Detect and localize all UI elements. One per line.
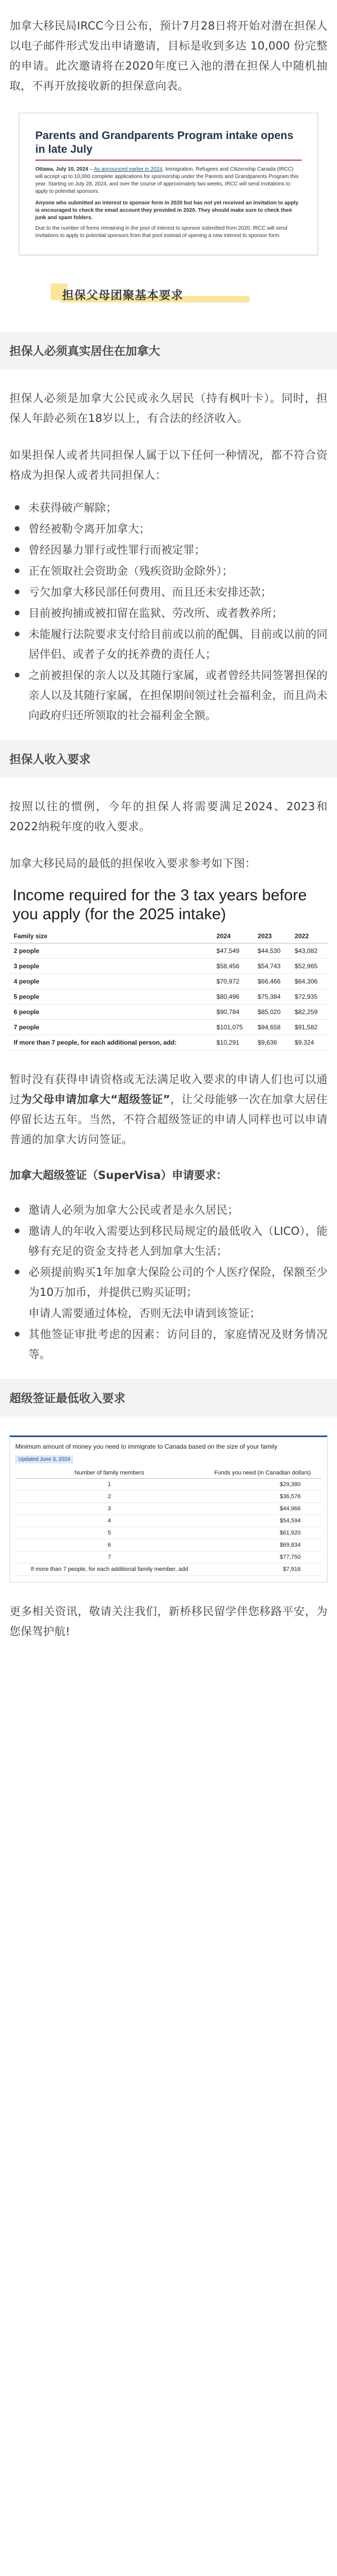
ineligible-intro: 如果担保人或者共同担保人属于以下任何一种情况，都不符合资格成为担保人或者共同担保人：: [9, 449, 328, 481]
section-title-residence: 担保人必须真实居住在加拿大: [0, 332, 337, 369]
table-row: [15, 1491, 322, 1503]
table-cell: $44,966: [203, 1503, 322, 1515]
list-item-continuation: 申请人需要通过体检，否则无法申请到该签证；: [28, 1307, 261, 1320]
table-row: [9, 1035, 328, 1050]
table-row: [15, 1479, 322, 1491]
table-cell: $29,380: [203, 1479, 322, 1491]
list-item: 目前被拘捕或被扣留在监狱、劳改所、或者教养所；: [9, 603, 328, 623]
footer-note: 更多相关资讯，敬请关注我们，新桥移民留学伴您移路平安，为您保驾护航!: [9, 1605, 328, 1638]
list-item: 之前被担保的亲人以及其随行家属，或者曾经共同签署担保的亲人以及其随行家属，在担保期间领过社会福利金，而且尚未向政府归还所领取的社会福利金全额。: [9, 665, 328, 725]
table-row: [9, 974, 328, 989]
table-row: [9, 959, 328, 974]
intro-paragraph: 加拿大移民局IRCC今日公布，预计7月28日将开始对潜在担保人以电子邮件形式发出申请邀请，目标是收到多达 10,000 份完整的申请。此次邀请将在2020年度已入池的潜在担保人中随机抽取，不再开放接收新的担保意向表。: [9, 19, 328, 92]
income-intro: 按照以往的惯例，今年的担保人将需要满足2024、2023和2022纳税年度的收入要求。: [9, 800, 328, 833]
list-item: 未获得破产解除；: [9, 498, 328, 518]
income-reference: 加拿大移民局的最低的担保收入要求参考如下图：: [9, 857, 256, 870]
section-title-income: 担保人收入要求: [0, 740, 337, 778]
income-table: [9, 929, 328, 1050]
updated-badge: Updated June 3, 2024: [15, 1456, 73, 1463]
table-cell: 5: [15, 1527, 203, 1539]
table-cell: $82,259: [291, 1005, 328, 1020]
sponsor-requirement: 担保人必须是加拿大公民或永久居民（持有枫叶卡）。同时，担保人年龄必须在18岁以上，有合法的经济收入。: [9, 392, 328, 425]
news-lead-link[interactable]: As announced earlier in 2024: [94, 166, 163, 172]
list-item: 曾经因暴力罪行或性罪行而被定罪；: [9, 540, 328, 560]
table-row: [15, 1564, 322, 1576]
table-cell: $85,020: [253, 1005, 290, 1020]
table-cell: $58,456: [212, 959, 253, 974]
news-lead-date: Ottawa, July 10, 2024: [35, 166, 88, 172]
news-lead: [35, 166, 302, 195]
table-cell: $80,496: [212, 989, 253, 1005]
table-cell: 3: [15, 1503, 203, 1515]
income-table-card: [9, 886, 328, 1050]
main-heading: [9, 274, 328, 327]
table-cell: $90,784: [212, 1005, 253, 1020]
supervisa-table: [15, 1468, 322, 1576]
table-cell: 7 people: [9, 1020, 212, 1035]
supervisa-heading: 加拿大超级签证（SuperVisa）申请要求：: [9, 1169, 227, 1182]
supervisa-intro-emphasis: 为父母申请加拿大“超级签证”: [21, 1093, 171, 1106]
table-cell: $47,549: [212, 943, 253, 959]
table-row: [15, 1551, 322, 1564]
table-cell: $77,750: [203, 1551, 322, 1564]
column-header: Funds you need (in Canadian dollars): [203, 1468, 322, 1479]
list-item: 亏欠加拿大移民部任何费用、而且还未安排还款；: [9, 582, 328, 602]
table-cell: $101,075: [212, 1020, 253, 1035]
table-cell: $64,306: [291, 974, 328, 989]
table-cell: $9,324: [291, 1035, 328, 1050]
news-note-1: Anyone who submitted an interest to sponsor form in 2020 but has not yet received an invitation to apply is encouraged to check the email account they provided in 2020. They should make sure to check their junk and spam folders.: [35, 200, 299, 221]
table-cell: $72,935: [291, 989, 328, 1005]
table-cell: $54,743: [253, 959, 290, 974]
supervisa-table-card: [9, 1436, 328, 1582]
table-cell: $9,636: [253, 1035, 290, 1050]
table-cell: 7: [15, 1551, 203, 1564]
news-screenshot-card: [19, 113, 318, 255]
list-item: 未能履行法院要求支付给目前或以前的配偶、目前或以前的同居伴侣、或者子女的抚养费的责任人；: [9, 624, 328, 664]
list-item: 必须提前购买1年加拿大保险公司的个人医疗保险，保额至少为10万加币，并提供已购买证明；: [9, 1262, 328, 1302]
supervisa-intro: 暂时没有获得申请资格或无法满足收入要求的申请人们也可以通过为父母申请加拿大“超级签证”，让父母能够一次在加拿大居住停留长达五年。当然，不符合超级签证的申请人同样也可以申请普通的加拿大访问签证。: [9, 1073, 328, 1146]
main-heading-text: 担保父母团聚基本要求: [62, 289, 184, 302]
table-cell: $7,916: [203, 1564, 322, 1576]
table-row: [15, 1539, 322, 1551]
ineligible-list: [9, 498, 328, 725]
news-lead-sep: –: [88, 166, 94, 172]
table-cell: $54,594: [203, 1515, 322, 1527]
table-header-row: [9, 929, 328, 943]
column-header: 2024: [212, 929, 253, 943]
news-title: Parents and Grandparents Program intake opens in late July: [35, 129, 302, 161]
table-row: [9, 943, 328, 959]
column-header: Family size: [9, 929, 212, 943]
table-cell: 6: [15, 1539, 203, 1551]
supervisa-requirements-list: [9, 1200, 328, 1364]
supervisa-table-caption: Minimum amount of money you need to immigrate to Canada based on the size of your family: [15, 1443, 277, 1450]
table-cell: 6 people: [9, 1005, 212, 1020]
table-cell: 3 people: [9, 959, 212, 974]
table-cell: $43,082: [291, 943, 328, 959]
section-title-supervisa-income: 超级签证最低收入要求: [0, 1379, 337, 1417]
list-item: 曾经被勒令离开加拿大；: [9, 519, 328, 539]
column-header: 2022: [291, 929, 328, 943]
table-cell: 2 people: [9, 943, 212, 959]
news-note-2: Due to the number of forms remaining in the pool of interest to sponsor submitted from 2020, IRCC will send invitations to apply to potential sponsors from that pool instead of opening a new interest to sponsor form.: [35, 225, 288, 239]
table-row: [9, 1020, 328, 1035]
table-row: [15, 1527, 322, 1539]
list-item: 正在领取社会资助金（残疾资助金除外）；: [9, 561, 328, 581]
table-cell: 2: [15, 1491, 203, 1503]
table-cell: $52,965: [291, 959, 328, 974]
table-cell: $66,466: [253, 974, 290, 989]
table-cell: $69,834: [203, 1539, 322, 1551]
table-cell: $44,530: [253, 943, 290, 959]
table-row: [9, 1005, 328, 1020]
table-cell: $70,972: [212, 974, 253, 989]
table-cell: 1: [15, 1479, 203, 1491]
table-header-row: [15, 1468, 322, 1479]
table-cell: If more than 7 people, for each additional family member, add: [15, 1564, 203, 1576]
table-cell: 4: [15, 1515, 203, 1527]
list-item: 其他签证审批考虑的因素：访问目的，家庭情况及财务情况等。: [9, 1324, 328, 1364]
table-cell: $75,384: [253, 989, 290, 1005]
table-cell: $61,920: [203, 1527, 322, 1539]
table-cell: 5 people: [9, 989, 212, 1005]
table-cell: $91,582: [291, 1020, 328, 1035]
table-cell: If more than 7 people, for each additional person, add:: [9, 1035, 212, 1050]
table-row: [9, 989, 328, 1005]
news-lead-rest: , Immigration, Refugees and Citizenship Canada (IRCC) will accept up to 10,000 complete applications for sponsorship under the Parents and Grandparents Program this year. Starting on July 28, 2024, and over the course of approximately two weeks, IRCC will send invitations to apply to potential sponsors.: [35, 166, 299, 194]
income-table-title: Income required for the 3 tax years before you apply (for the 2025 intake): [13, 887, 307, 923]
table-row: [15, 1503, 322, 1515]
column-header: 2023: [253, 929, 290, 943]
table-cell: 4 people: [9, 974, 212, 989]
list-item: 邀请人必须为加拿大公民或者是永久居民；: [9, 1200, 328, 1220]
table-cell: $10,291: [212, 1035, 253, 1050]
column-header: Number of family members: [15, 1468, 203, 1479]
table-row: [15, 1515, 322, 1527]
table-cell: $36,576: [203, 1491, 322, 1503]
table-cell: $94,658: [253, 1020, 290, 1035]
list-item: 邀请人的年收入需要达到移民局规定的最低收入（LICO），能够有充足的资金支持老人到加拿大生活；: [9, 1221, 328, 1261]
